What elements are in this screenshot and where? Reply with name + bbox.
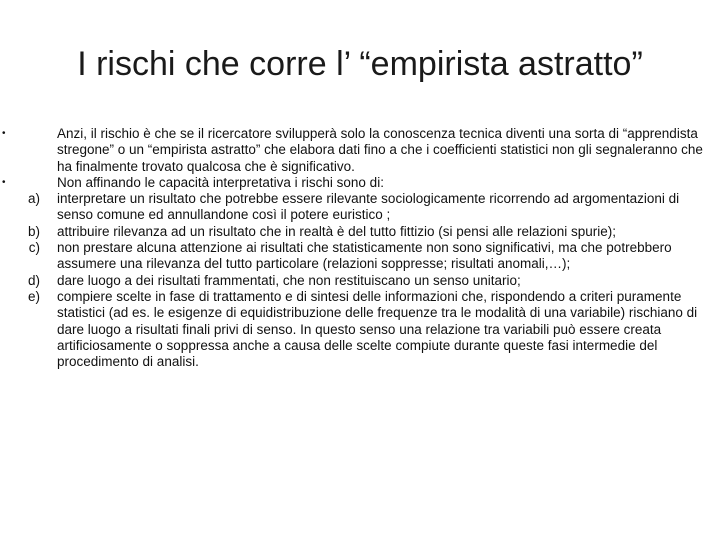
- list-item: [0, 273, 712, 289]
- slide-body: [0, 126, 712, 370]
- list-item: [0, 126, 712, 175]
- list-item: [0, 175, 712, 191]
- list-item: [0, 191, 712, 224]
- list-marker: d): [27, 272, 40, 288]
- list-item-text: dare luogo a dei risultati frammentati, che non restituiscano un senso unitario;: [57, 272, 521, 288]
- list-item-text: attribuire rilevanza ad un risultato che in realtà è del tutto fittizio (si pensi alle relazioni spurie);: [57, 223, 617, 239]
- list-item-text: Non affinando le capacità interpretativa i rischi sono di:: [57, 174, 384, 190]
- list-item-text: interpretare un risultato che potrebbe essere rilevante sociologicamente ricorrendo ad argomentazioni di senso comune ed annullandone così il potere euristico ;: [57, 191, 680, 223]
- list-marker: a): [27, 191, 40, 207]
- list-item-text: non prestare alcuna attenzione ai risultati che statisticamente non sono significativi, ma che potrebbero assumere una rilevanza del tutto particolare (relazioni soppresse; risultati anomali,…);: [57, 240, 672, 272]
- list-item-text: compiere scelte in fase di trattamento e di sintesi delle informazioni che, rispondendo a criteri puramente statistici (ad es. le esigenze di equidistribuzione delle frequenze tra le modalità di una variabile) rischiano di dare luogo a risultati finali privi di senso. In questo senso una relazione tra variabili può essere creata artificiosamente o soppressa anche a causa delle scelte compiute durante queste fasi intermedie del procedimento di analisi.: [57, 288, 698, 370]
- list-item: [0, 224, 712, 240]
- list-marker: e): [27, 288, 40, 304]
- list-marker: b): [27, 223, 40, 239]
- list-item-text: Anzi, il rischio è che se il ricercatore svilupperà solo la conoscenza tecnica diventi una sorta di “apprendista stregone” o un “empirista astratto” che elabora dati fino a che i coefficienti statistici non gli segnaleranno che ha finalmente trovato qualcosa che è significativo.: [57, 126, 703, 174]
- list-item: [0, 289, 712, 370]
- bullet-marker: •: [2, 128, 6, 139]
- bullet-marker: •: [2, 176, 6, 188]
- list-item: [0, 240, 712, 273]
- slide-title: I rischi che corre l’ “empirista astratto”: [77, 45, 643, 83]
- list-marker: c): [28, 240, 40, 256]
